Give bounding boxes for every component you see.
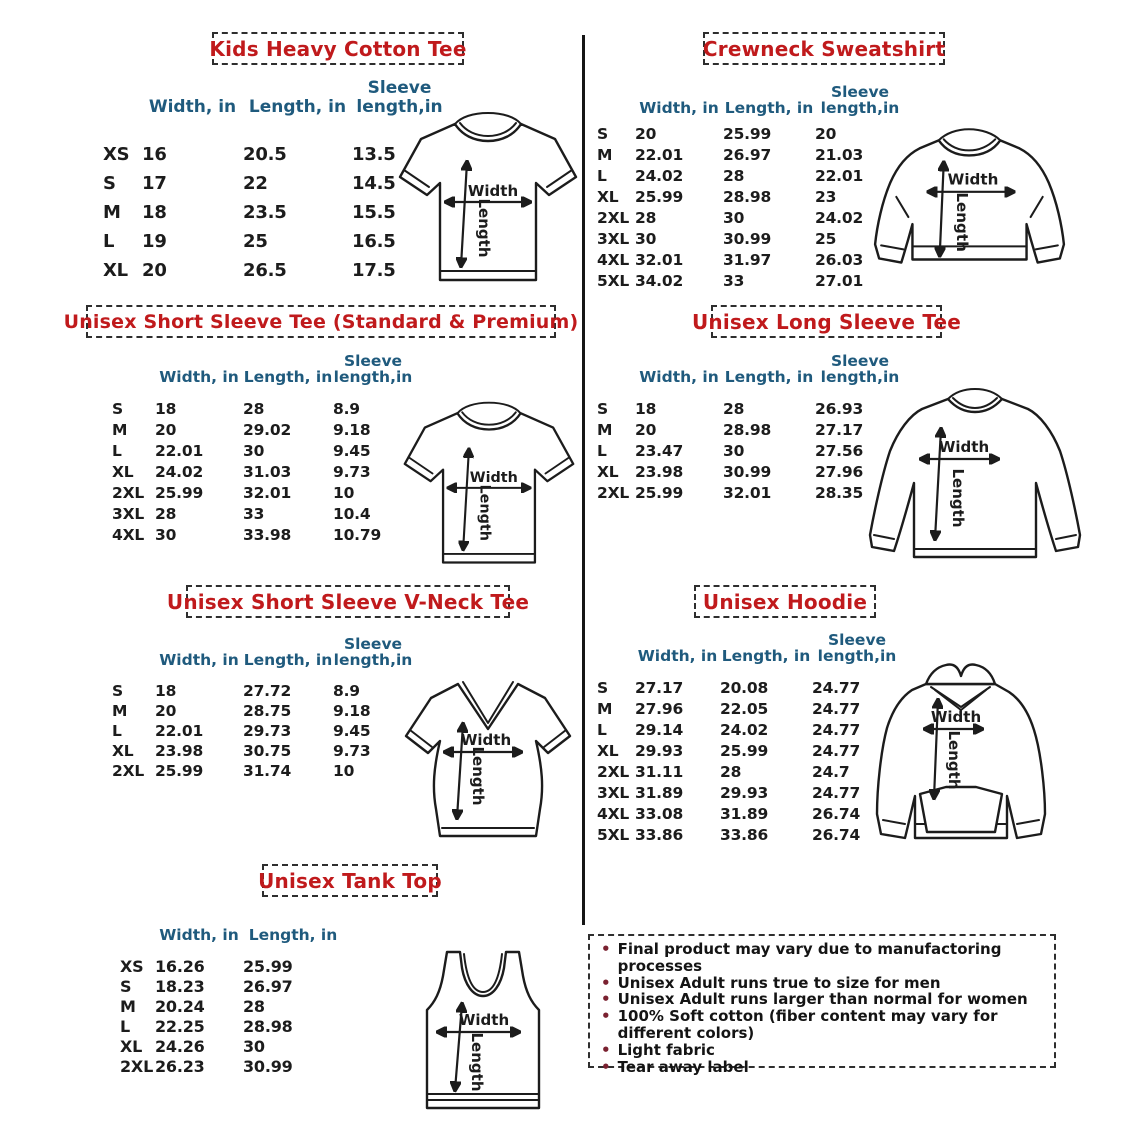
width-cell: 19: [142, 231, 167, 252]
sleeve-cell: 9.45: [333, 441, 371, 460]
note-item: [601, 975, 1043, 992]
crewneck-sweatshirt-diagram: [866, 124, 1073, 296]
section-title: Unisex Long Sleeve Tee: [691, 309, 962, 334]
length-cell: 28.98: [723, 420, 772, 439]
size-cell: M: [120, 996, 136, 1016]
note-item: [601, 991, 1043, 1008]
short-sleeve-tee-size-table: [112, 350, 413, 545]
notes-list: [601, 941, 1043, 1075]
size-cell: 2XL: [120, 1056, 154, 1076]
size-cell: M: [103, 202, 121, 223]
size-cell: 2XL: [597, 483, 630, 502]
short-sleeve-tee-diagram: [393, 106, 583, 292]
length-cell: 32.01: [243, 483, 292, 502]
sleeve-cell: 9.18: [333, 702, 371, 720]
v-neck-tee-diagram: [397, 668, 579, 848]
width-cell: 18: [635, 399, 657, 418]
col-header-sleeve: Sleeve length,in: [356, 78, 443, 117]
size-cell: XL: [597, 462, 619, 481]
size-cell: XL: [112, 462, 134, 481]
header-spacer: [112, 635, 155, 681]
sleeve-cell: 17.5: [352, 260, 396, 281]
size-cell: S: [120, 976, 132, 996]
col-header-sleeve: Sleeve length,in: [333, 634, 413, 670]
section-title: Unisex Hoodie: [702, 589, 868, 614]
sleeve-cell: 28.35: [815, 483, 864, 502]
bullet-icon: •: [601, 990, 611, 1009]
width-cell: 20: [635, 124, 657, 143]
sleeve-cell: 21.03: [815, 145, 864, 164]
width-cell: 25.99: [635, 187, 684, 206]
sleeve-cell: 25: [815, 229, 837, 248]
width-cell: 20: [155, 420, 177, 439]
width-cell: 31.89: [635, 783, 684, 802]
width-cell: 22.25: [155, 1016, 205, 1036]
width-cell: 30: [635, 229, 657, 248]
length-cell: 29.73: [243, 722, 292, 740]
sleeve-cell: 26.93: [815, 399, 864, 418]
crewneck-size-table: [597, 80, 905, 291]
header-spacer: [120, 910, 155, 956]
length-cell: 31.74: [243, 762, 292, 780]
size-cell: 5XL: [597, 825, 630, 844]
size-cell: 3XL: [597, 229, 630, 248]
col-header-length: Length, in: [243, 651, 333, 670]
size-cell: M: [112, 420, 128, 439]
hoodie-diagram: [868, 656, 1055, 858]
size-cell: S: [103, 173, 116, 194]
size-cell: L: [112, 441, 122, 460]
col-header-sleeve: Sleeve length,in: [333, 351, 413, 387]
length-cell: 33: [723, 271, 745, 290]
width-label: Width: [469, 470, 518, 487]
sleeve-cell: 10: [333, 762, 355, 780]
size-cell: XL: [120, 1036, 143, 1056]
length-cell: 24.02: [720, 720, 769, 739]
length-cell: 25.99: [723, 124, 772, 143]
width-label: Width: [947, 170, 999, 189]
note-item: [601, 941, 1043, 975]
length-cell: 20.08: [720, 678, 769, 697]
length-cell: 29.02: [243, 420, 292, 439]
section-title: Unisex Short Sleeve Tee (Standard & Premium): [63, 310, 579, 333]
note-text: Light fabric: [617, 1040, 715, 1059]
header-spacer: [597, 350, 635, 398]
width-cell: 18: [155, 682, 177, 700]
header-spacer: [597, 631, 635, 677]
size-cell: 2XL: [597, 762, 630, 781]
col-header-length: Length, in: [248, 96, 347, 117]
length-cell: 30: [723, 441, 745, 460]
size-cell: XL: [103, 260, 128, 281]
length-label: Length: [468, 1032, 486, 1092]
length-cell: 22.05: [720, 699, 769, 718]
sleeve-cell: 16.5: [352, 231, 396, 252]
tank-top-size-table: [120, 910, 343, 1076]
width-cell: 28: [635, 208, 657, 227]
length-cell: 28.98: [723, 187, 772, 206]
sleeve-cell: 14.5: [352, 173, 396, 194]
sleeve-cell: 23: [815, 187, 837, 206]
width-cell: 18: [142, 202, 167, 223]
length-cell: 31.89: [720, 804, 769, 823]
col-header-width: Width, in: [637, 647, 718, 666]
width-cell: 16: [142, 144, 167, 165]
length-cell: 25: [243, 231, 268, 252]
width-label: Width: [458, 1011, 510, 1029]
col-header-sleeve: Sleeve length,in: [820, 82, 900, 118]
length-cell: 30.75: [243, 742, 292, 760]
width-cell: 29.93: [635, 741, 684, 760]
size-cell: L: [597, 720, 607, 739]
sleeve-cell: 13.5: [352, 144, 396, 165]
title-unisex-hoodie: [694, 585, 876, 618]
length-cell: 31.03: [243, 462, 292, 481]
sleeve-cell: 27.17: [815, 420, 864, 439]
width-cell: 20.24: [155, 996, 205, 1016]
width-cell: 18: [155, 399, 177, 418]
header-spacer: [103, 80, 142, 140]
length-cell: 28: [723, 399, 745, 418]
width-cell: 34.02: [635, 271, 684, 290]
length-cell: 30.99: [723, 229, 772, 248]
tank-top-diagram: [418, 942, 548, 1120]
length-label: Length: [469, 746, 487, 806]
length-label: Length: [476, 484, 493, 541]
sleeve-cell: 9.18: [333, 420, 371, 439]
sleeve-cell: 27.01: [815, 271, 864, 290]
width-cell: 23.98: [635, 462, 684, 481]
note-text: Final product may vary due to manufactoring processes: [617, 940, 1002, 975]
length-cell: 28: [723, 166, 745, 185]
length-cell: 33: [243, 504, 265, 523]
sleeve-cell: 27.56: [815, 441, 864, 460]
size-cell: S: [597, 678, 608, 697]
sleeve-cell: 20: [815, 124, 837, 143]
length-cell: 28: [720, 762, 742, 781]
length-cell: 22: [243, 173, 268, 194]
size-cell: M: [597, 699, 613, 718]
width-label: Width: [938, 438, 990, 456]
length-label: Length: [945, 730, 963, 790]
title-unisex-long-sleeve-tee: [691, 305, 962, 338]
width-cell: 22.01: [155, 722, 204, 740]
size-cell: 4XL: [597, 250, 630, 269]
note-text: Unisex Adult runs true to size for men: [617, 973, 941, 992]
sleeve-cell: 15.5: [352, 202, 396, 223]
width-cell: 25.99: [635, 483, 684, 502]
title-unisex-tank-top: [258, 864, 442, 897]
bullet-icon: •: [601, 1057, 611, 1076]
sleeve-cell: 8.9: [333, 399, 360, 418]
sleeve-cell: 24.77: [812, 741, 861, 760]
bullet-icon: •: [601, 1040, 611, 1059]
hoodie-size-table: [597, 631, 902, 845]
section-title: Kids Heavy Cotton Tee: [209, 36, 467, 61]
width-cell: 29.14: [635, 720, 684, 739]
width-label: Width: [460, 731, 512, 749]
size-cell: S: [597, 399, 608, 418]
length-cell: 28.75: [243, 702, 292, 720]
width-cell: 33.86: [635, 825, 684, 844]
width-cell: 16.26: [155, 956, 205, 976]
width-cell: 28: [155, 504, 177, 523]
col-header-sleeve: Sleeve length,in: [817, 630, 897, 666]
size-cell: XS: [120, 956, 144, 976]
width-cell: 25.99: [155, 483, 204, 502]
width-cell: 25.99: [155, 762, 204, 780]
title-kids-heavy-cotton-tee: [209, 32, 467, 65]
sleeve-cell: 9.45: [333, 722, 371, 740]
sleeve-cell: 24.77: [812, 720, 861, 739]
size-cell: 3XL: [112, 504, 145, 523]
size-cell: 4XL: [112, 525, 145, 544]
size-cell: 2XL: [597, 208, 630, 227]
length-cell: 28: [243, 996, 265, 1016]
size-cell: L: [597, 166, 607, 185]
length-cell: 25.99: [720, 741, 769, 760]
length-cell: 28: [243, 399, 265, 418]
col-header-width: Width, in: [159, 926, 239, 945]
width-cell: 20: [142, 260, 167, 281]
length-label: Length: [949, 468, 967, 528]
width-cell: 24.02: [155, 462, 204, 481]
sleeve-cell: 24.77: [812, 678, 861, 697]
width-label: Width: [467, 182, 519, 200]
size-cell: 3XL: [597, 783, 630, 802]
col-header-length: Length, in: [243, 368, 333, 387]
width-cell: 26.23: [155, 1056, 205, 1076]
size-cell: M: [597, 420, 613, 439]
length-cell: 29.93: [720, 783, 769, 802]
size-cell: S: [597, 124, 608, 143]
long-sleeve-tee-diagram: [858, 386, 1092, 572]
width-cell: 17: [142, 173, 167, 194]
notes-box: [588, 934, 1056, 1076]
length-cell: 20.5: [243, 144, 287, 165]
note-item: [601, 1008, 1043, 1042]
length-cell: 23.5: [243, 202, 287, 223]
note-text: Unisex Adult runs larger than normal for women: [617, 990, 1028, 1009]
section-title: Unisex Tank Top: [258, 868, 442, 893]
size-cell: XL: [112, 742, 134, 760]
sleeve-cell: 26.03: [815, 250, 864, 269]
bullet-icon: •: [601, 973, 611, 992]
width-cell: 33.08: [635, 804, 684, 823]
col-header-width: Width, in: [159, 368, 239, 387]
width-cell: 27.96: [635, 699, 684, 718]
length-cell: 26.97: [243, 976, 293, 996]
size-cell: XS: [103, 144, 130, 165]
length-cell: 33.86: [720, 825, 769, 844]
width-cell: 30: [155, 525, 177, 544]
width-cell: 22.01: [155, 441, 204, 460]
width-cell: 32.01: [635, 250, 684, 269]
width-cell: 23.47: [635, 441, 684, 460]
sleeve-cell: 9.73: [333, 462, 371, 481]
title-unisex-v-neck-tee: [166, 585, 530, 618]
size-cell: M: [112, 702, 128, 720]
sleeve-cell: 26.74: [812, 825, 861, 844]
sleeve-cell: 10.4: [333, 504, 371, 523]
short-sleeve-tee-diagram: [398, 396, 580, 574]
length-cell: 28.98: [243, 1016, 293, 1036]
length-label: Length: [475, 198, 493, 258]
length-cell: 25.99: [243, 956, 293, 976]
title-crewneck-sweatshirt: [703, 32, 945, 65]
col-header-length: Length, in: [248, 926, 338, 945]
width-cell: 20: [155, 702, 177, 720]
v-neck-tee-size-table: [112, 635, 413, 781]
section-title: Unisex Short Sleeve V-Neck Tee: [166, 589, 530, 614]
col-header-length: Length, in: [721, 647, 811, 666]
col-header-length: Length, in: [724, 99, 814, 118]
sleeve-cell: 9.73: [333, 742, 371, 760]
size-cell: M: [597, 145, 613, 164]
width-label: Width: [930, 708, 982, 726]
sleeve-cell: 24.7: [812, 762, 850, 781]
note-text: 100% Soft cotton (fiber content may vary for different colors): [617, 1007, 998, 1042]
size-cell: S: [112, 399, 123, 418]
bullet-icon: •: [601, 1007, 611, 1026]
col-header-width: Width, in: [159, 651, 239, 670]
header-spacer: [597, 80, 635, 123]
col-header-width: Width, in: [639, 99, 719, 118]
size-cell: XL: [597, 741, 619, 760]
note-text: Tear away label: [617, 1057, 749, 1076]
length-cell: 31.97: [723, 250, 772, 269]
length-cell: 30: [243, 1036, 265, 1056]
sleeve-cell: 24.77: [812, 783, 861, 802]
length-cell: 27.72: [243, 682, 292, 700]
length-label: Length: [952, 192, 971, 252]
size-cell: S: [112, 682, 123, 700]
header-spacer: [112, 350, 155, 398]
length-cell: 30: [243, 441, 265, 460]
note-item: [601, 1059, 1043, 1076]
bullet-icon: •: [601, 940, 611, 958]
section-title: Crewneck Sweatshirt: [702, 36, 946, 61]
col-header-width: Width, in: [148, 96, 237, 117]
size-cell: L: [597, 441, 607, 460]
width-cell: 20: [635, 420, 657, 439]
length-cell: 33.98: [243, 525, 292, 544]
length-cell: 30.99: [723, 462, 772, 481]
col-header-sleeve: Sleeve length,in: [820, 351, 900, 387]
title-unisex-short-sleeve-tee: [63, 305, 579, 338]
length-cell: 32.01: [723, 483, 772, 502]
size-cell: XL: [597, 187, 619, 206]
length-cell: 30.99: [243, 1056, 293, 1076]
length-cell: 30: [723, 208, 745, 227]
sleeve-cell: 10.79: [333, 525, 382, 544]
width-cell: 27.17: [635, 678, 684, 697]
size-cell: 4XL: [597, 804, 630, 823]
width-cell: 24.02: [635, 166, 684, 185]
width-cell: 23.98: [155, 742, 204, 760]
sleeve-cell: 10: [333, 483, 355, 502]
sleeve-cell: 26.74: [812, 804, 861, 823]
size-cell: L: [120, 1016, 130, 1036]
size-cell: 2XL: [112, 483, 145, 502]
note-item: [601, 1042, 1043, 1059]
width-cell: 18.23: [155, 976, 205, 996]
col-header-width: Width, in: [639, 368, 719, 387]
sleeve-cell: 8.9: [333, 682, 360, 700]
sleeve-cell: 24.02: [815, 208, 864, 227]
col-header-length: Length, in: [724, 368, 814, 387]
width-cell: 31.11: [635, 762, 684, 781]
length-cell: 26.5: [243, 260, 287, 281]
sleeve-cell: 24.77: [812, 699, 861, 718]
width-cell: 22.01: [635, 145, 684, 164]
size-cell: L: [103, 231, 115, 252]
size-cell: L: [112, 722, 122, 740]
length-cell: 26.97: [723, 145, 772, 164]
size-cell: 2XL: [112, 762, 145, 780]
sleeve-cell: 22.01: [815, 166, 864, 185]
size-cell: 5XL: [597, 271, 630, 290]
width-cell: 24.26: [155, 1036, 205, 1056]
sleeve-cell: 27.96: [815, 462, 864, 481]
